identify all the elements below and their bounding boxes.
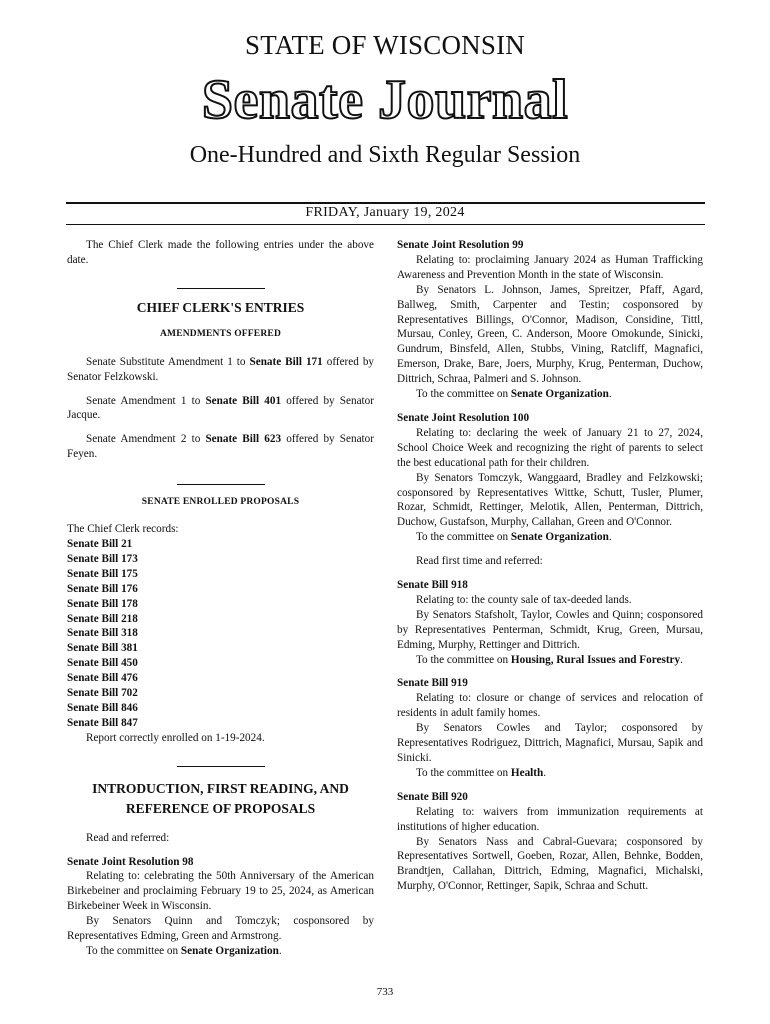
enrolled-bill: Senate Bill 381 bbox=[67, 642, 138, 655]
sb920-title: Senate Bill 920 bbox=[397, 790, 468, 803]
amendment-entry: Senate Substitute Amendment 1 to Senate Bill 171 offered by Senator Felzkowski. bbox=[67, 355, 375, 383]
bottom-rule bbox=[66, 224, 705, 225]
section-divider bbox=[177, 484, 265, 485]
enrolled-bill: Senate Bill 175 bbox=[67, 567, 138, 580]
sb920-relating: Relating to: waivers from immunization requirements at institutions of higher education. bbox=[397, 805, 703, 833]
intro-paragraph: The Chief Clerk made the following entries under the above date. bbox=[67, 239, 374, 266]
amendment-entry: Senate Amendment 2 to Senate Bill 623 offered by Senator Feyen. bbox=[67, 433, 374, 461]
sjr98-committee: To the committee on Senate Organization. bbox=[86, 945, 282, 957]
sb920-sponsors: By Senators Nass and Cabral-Guevara; cosponsored by Representatives Sortwell, Goeben, Rozar, Allen, Behnke, Bodden, Brandtjen, Callahan, Dittrich, Edming, Magnafici, Michalski, Murphy, O'Connor, Rettinger, Sapik, Schraa and Schutt. bbox=[397, 835, 703, 893]
right-column bbox=[397, 238, 703, 894]
top-rule bbox=[66, 202, 705, 204]
sjr98-title: Senate Joint Resolution 98 bbox=[67, 855, 194, 868]
sb919-relating: Relating to: closure or change of services and relocation of residents in adult family homes. bbox=[397, 692, 703, 720]
left-column bbox=[67, 238, 374, 959]
sb918-committee: To the committee on Housing, Rural Issues and Forestry. bbox=[416, 653, 683, 666]
records-intro: The Chief Clerk records: bbox=[67, 523, 179, 536]
journal-date: FRIDAY, January 19, 2024 bbox=[305, 205, 465, 220]
sjr99-title: Senate Joint Resolution 99 bbox=[397, 239, 524, 251]
section-divider bbox=[177, 288, 265, 289]
sb919-sponsors: By Senators Cowles and Taylor; cosponsored by Representatives Rodriguez, Dittrich, Magnafici, Mursau, Sapik and Sinicki. bbox=[397, 722, 703, 764]
enrolled-bill: Senate Bill 702 bbox=[67, 687, 138, 700]
amendment-entry: Senate Amendment 1 to Senate Bill 401 offered by Senator Jacque. bbox=[67, 394, 374, 422]
enrolled-report: Report correctly enrolled on 1-19-2024. bbox=[86, 731, 265, 744]
sjr100-relating: Relating to: declaring the week of January 21 to 27, 2024, School Choice Week and recognizing the right of parents to select the best educational path for their children. bbox=[397, 426, 703, 469]
enrolled-bill: Senate Bill 846 bbox=[67, 701, 138, 714]
enrolled-bill: Senate Bill 847 bbox=[67, 716, 138, 729]
sjr100-title: Senate Joint Resolution 100 bbox=[397, 411, 530, 424]
senate-enrolled-proposals-heading: SENATE ENROLLED PROPOSALS bbox=[141, 497, 300, 508]
sb918-sponsors: By Senators Stafsholt, Taylor, Cowles and Quinn; cosponsored by Representatives Penterman, Schmidt, Krug, Green, Mursau, Edming, Murphy, Rettinger and Dittrich. bbox=[397, 608, 703, 651]
read-and-referred: Read and referred: bbox=[86, 831, 170, 844]
enrolled-bill: Senate Bill 318 bbox=[67, 627, 138, 640]
sjr100-committee: To the committee on Senate Organization. bbox=[416, 531, 612, 544]
introduction-heading-line2: REFERENCE OF PROPOSALS bbox=[125, 800, 316, 816]
sjr98-sponsors: By Senators Quinn and Tomczyk; cosponsored by Representatives Edming, Green and Armstrong. bbox=[67, 915, 374, 943]
sb918-title: Senate Bill 918 bbox=[397, 579, 468, 592]
enrolled-bill: Senate Bill 176 bbox=[67, 582, 138, 595]
enrolled-bill: Senate Bill 21 bbox=[67, 537, 133, 550]
sb919-committee: To the committee on Health. bbox=[416, 766, 547, 779]
enrolled-bill: Senate Bill 476 bbox=[67, 672, 138, 685]
read-first-time: Read first time and referred: bbox=[416, 555, 543, 568]
enrolled-bill: Senate Bill 218 bbox=[67, 612, 138, 625]
sjr99-committee: To the committee on Senate Organization. bbox=[416, 388, 612, 401]
enrolled-bill: Senate Bill 450 bbox=[67, 657, 138, 670]
enrolled-bill-list bbox=[67, 537, 374, 731]
state-heading: STATE OF WISCONSIN bbox=[245, 30, 525, 60]
sjr99-relating: Relating to: proclaiming January 2024 as Human Trafficking Awareness and Prevention Month in the state of Wisconsin. bbox=[397, 253, 703, 281]
introduction-heading-line1: INTRODUCTION, FIRST READING, AND bbox=[92, 780, 349, 796]
sjr98-relating: Relating to: celebrating the 50th Anniversary of the American Birkebeiner and proclaiming February 19 to 25, 2024, as American Birkebeiner Week in Wisconsin. bbox=[67, 870, 374, 913]
journal-title: Senate Journal bbox=[201, 69, 569, 131]
sb918-relating: Relating to: the county sale of tax-deeded lands. bbox=[416, 593, 632, 606]
enrolled-bill: Senate Bill 173 bbox=[67, 552, 138, 565]
chief-clerk-entries-heading: CHIEF CLERK'S ENTRIES bbox=[136, 299, 305, 315]
enrolled-bill: Senate Bill 178 bbox=[67, 597, 138, 610]
amendments-offered-heading: AMENDMENTS OFFERED bbox=[159, 328, 282, 339]
page-number: 733 bbox=[376, 986, 394, 998]
sjr99-sponsors: By Senators L. Johnson, James, Spreitzer, Pfaff, Agard, Ballweg, Smith, Carpenter and Testin; cosponsored by Representatives Billings, O'Connor, Madison, Considine, Tittl, Mursau, Conley, Green, C. Anderson, Moore Omokunde, Sinicki, Gundrum, Binsfeld, Allen, Stubbs, Vining, Ratcliff, Magnafici, Emerson, Drake, Bare, Joers, Murphy, Krug, Penterman, Duchow, Dittrich, Schraa, Palmeri and S. Johnson. bbox=[397, 283, 703, 386]
section-divider bbox=[177, 766, 265, 767]
sb919-title: Senate Bill 919 bbox=[397, 677, 468, 690]
session-subtitle: One-Hundred and Sixth Regular Session bbox=[189, 142, 581, 168]
sjr100-sponsors: By Senators Tomczyk, Wanggaard, Bradley and Felzkowski; cosponsored by Representatives Wittke, Schutt, Tusler, Plumer, Rozar, Schmidt, Rettinger, Melotik, Allen, Penterman, Dittrich, Duchow, Gustafson, Murphy, Callahan, Green and O'Connor. bbox=[397, 471, 703, 529]
